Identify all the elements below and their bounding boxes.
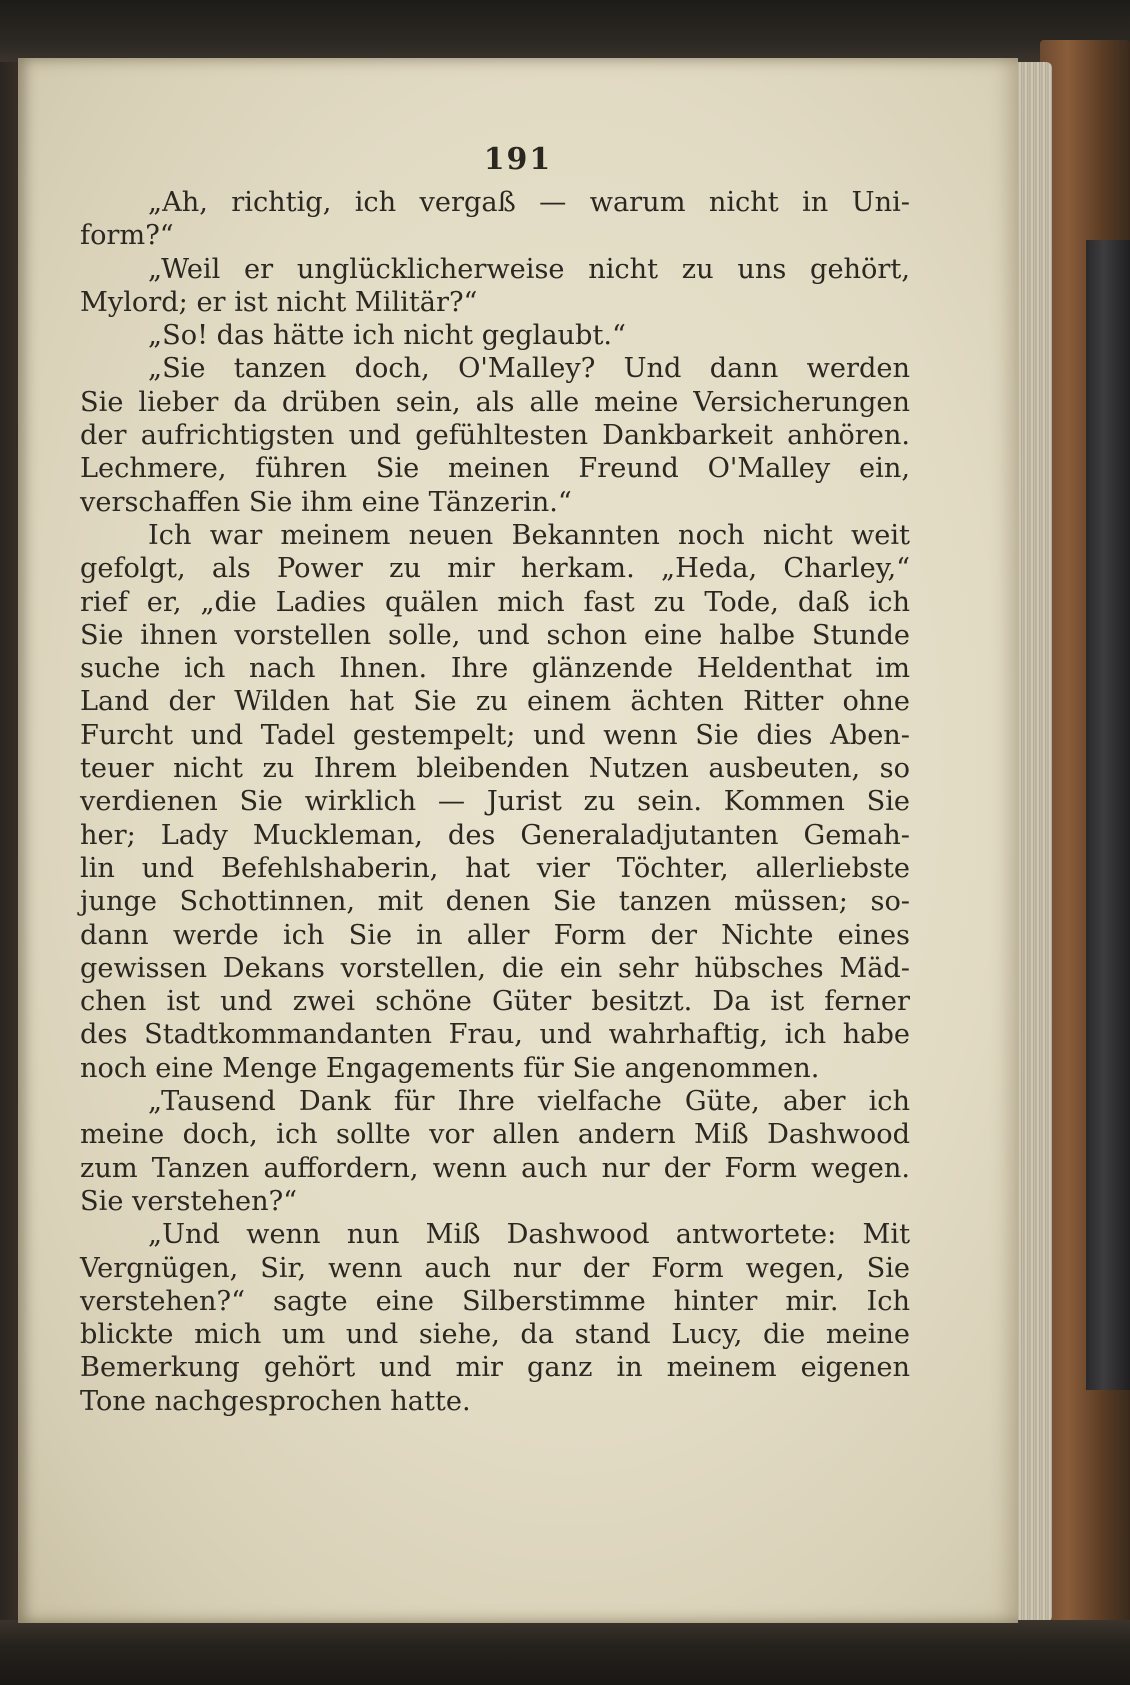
cover-spine-band [1086,240,1130,1390]
text-line: junge Schottinnen, mit denen Sie tanzen müssen; so- [80,886,910,918]
page-text [80,186,910,1418]
text-line: Land der Wilden hat Sie zu einem ächten Ritter ohne [80,686,910,718]
text-line: rief er, „die Ladies quälen mich fast zu Tode, daß ich [80,586,910,618]
text-line: „Weil er unglücklicherweise nicht zu uns gehört, [148,253,910,285]
text-line: lin und Befehlshaberin, hat vier Töchter, allerliebste [80,852,910,884]
text-line: Sie lieber da drüben sein, als alle meine Versicherungen [80,386,910,418]
text-line: her; Lady Muckleman, des Generaladjutanten Gemah- [80,819,910,851]
text-line: Sie verstehen?“ [80,1185,298,1217]
text-line: gewissen Dekans vorstellen, die ein sehr hübsches Mäd- [80,952,910,984]
book-cover-right [1040,40,1130,1650]
book-top-edge [0,0,1130,62]
text-line: teuer nicht zu Ihrem bleibenden Nutzen ausbeuten, so [80,753,910,785]
text-line: Furcht und Tadel gestempelt; und wenn Sie dies Aben- [80,719,910,751]
text-line: „Tausend Dank für Ihre vielfache Güte, aber ich [148,1086,910,1118]
text-line: dann werde ich Sie in aller Form der Nichte eines [80,919,910,951]
text-line: „Und wenn nun Miß Dashwood antwortete: Mit [148,1219,910,1251]
text-line: „Sie tanzen doch, O'Malley? Und dann werden [148,353,910,385]
text-line: blickte mich um und siehe, da stand Lucy, die meine [80,1319,910,1351]
text-line: noch eine Menge Engagements für Sie angenommen. [80,1052,820,1084]
text-line: verschaffen Sie ihm eine Tänzerin.“ [80,486,572,518]
text-line: verdienen Sie wirklich — Jurist zu sein. Kommen Sie [80,786,910,818]
text-line: meine doch, ich sollte vor allen andern Miß Dashwood [80,1119,910,1151]
page-number: 191 [483,142,553,177]
text-line: Vergnügen, Sir, wenn auch nur der Form wegen, Sie [80,1252,910,1284]
text-line: form?“ [80,220,174,252]
text-line: des Stadtkommandanten Frau, und wahrhaftig, ich habe [80,1019,910,1051]
text-line: Bemerkung gehört und mir ganz in meinem eigenen [80,1352,910,1384]
text-line: Mylord; er ist nicht Militär?“ [80,286,478,318]
text-line: Sie ihnen vorstellen solle, und schon eine halbe Stunde [80,619,910,651]
book-bottom-edge [0,1620,1130,1685]
book-page [18,58,1018,1623]
text-line: chen ist und zwei schöne Güter besitzt. Da ist ferner [80,986,910,1018]
text-line: zum Tanzen auffordern, wenn auch nur der Form wegen. [80,1152,910,1184]
text-line: Tone nachgesprochen hatte. [80,1385,471,1417]
text-line: „Ah, richtig, ich vergaß — warum nicht in Uni- [148,187,910,218]
text-line: „So! das hätte ich nicht geglaubt.“ [148,320,626,352]
text-line: Lechmere, führen Sie meinen Freund O'Malley ein, [80,453,910,485]
text-line: der aufrichtigsten und gefühltesten Dankbarkeit anhören. [80,420,910,452]
text-line: Ich war meinem neuen Bekannten noch nicht weit [148,519,910,551]
text-line: verstehen?“ sagte eine Silberstimme hinter mir. Ich [80,1285,910,1317]
text-line: gefolgt, als Power zu mir herkam. „Heda, Charley,“ [80,553,910,585]
text-line: suche ich nach Ihnen. Ihre glänzende Heldenthat im [80,653,910,685]
